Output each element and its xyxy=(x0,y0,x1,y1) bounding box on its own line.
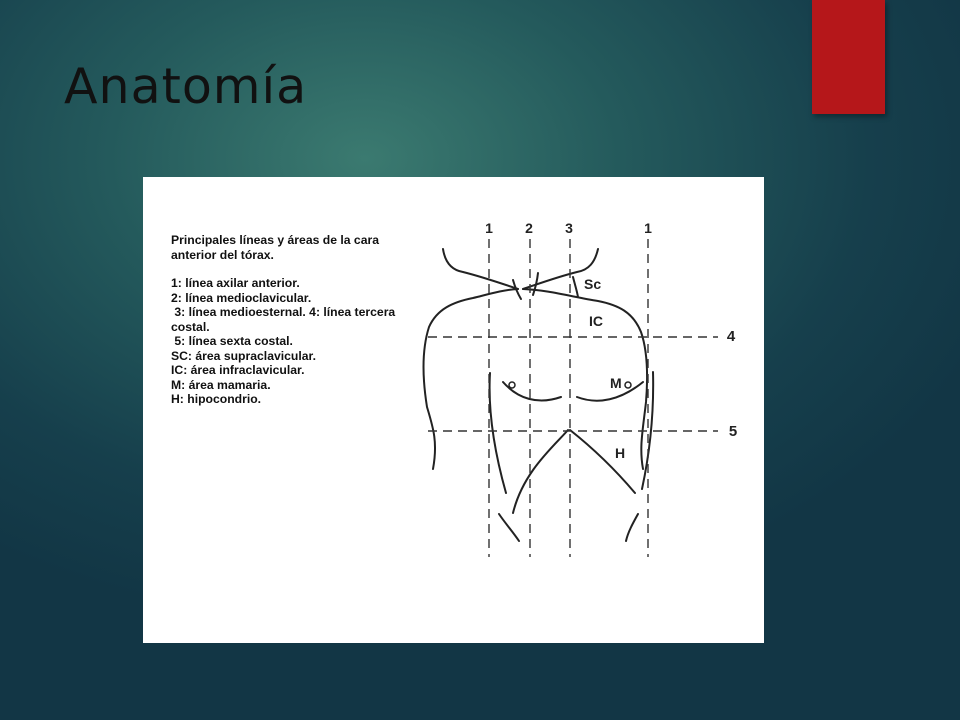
label-line-4: 4 xyxy=(726,328,736,345)
legend-item: H: hipocondrio. xyxy=(171,392,262,406)
label-line-3: 3 xyxy=(565,220,573,236)
label-area-m: M xyxy=(610,375,622,391)
accent-bar xyxy=(812,0,885,114)
label-area-h: H xyxy=(615,445,626,461)
label-line-1-left: 1 xyxy=(485,220,493,236)
torso-outline xyxy=(424,249,654,541)
legend-item: IC: área infraclavicular. xyxy=(171,363,305,377)
legend-heading-line: Principales líneas y áreas de la cara xyxy=(171,233,379,247)
label-line-5: 5 xyxy=(728,423,738,440)
legend-item: M: área mamaria. xyxy=(171,377,271,392)
label-area-ic: IC xyxy=(589,313,603,329)
label-line-1-right: 1 xyxy=(644,220,652,236)
legend-item: 5: línea sexta costal. xyxy=(171,334,293,348)
legend-item: 1: línea axilar anterior. xyxy=(171,276,300,290)
legend-item: 3: línea medioesternal. 4: línea tercera xyxy=(171,305,396,319)
slide-title: Anatomía xyxy=(64,58,308,115)
horizontal-reference-lines xyxy=(428,337,718,431)
thorax-diagram xyxy=(143,177,764,643)
legend-item: SC: área supraclavicular. xyxy=(171,348,316,363)
legend-item: 2: línea medioclavicular. xyxy=(171,290,312,305)
label-area-sc: Sc xyxy=(584,276,602,292)
legend-heading-line: anterior del tórax. xyxy=(171,247,274,262)
legend-item: costal. xyxy=(171,319,210,334)
label-line-2: 2 xyxy=(525,220,533,236)
